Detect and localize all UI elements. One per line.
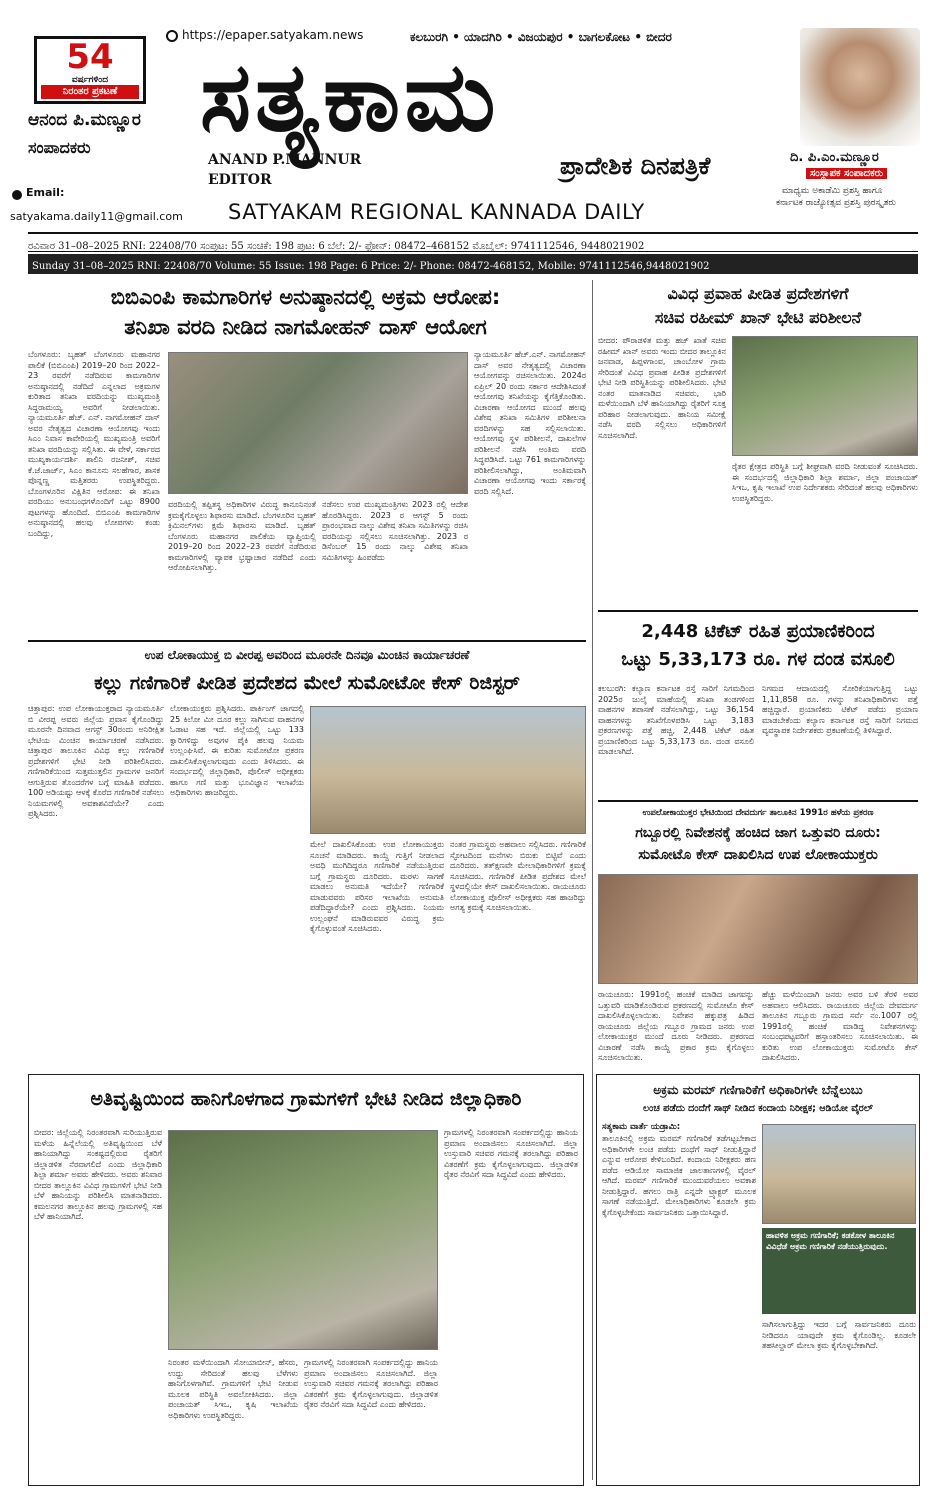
s6-body-col4: ಗ್ರಾಮಗಳಲ್ಲಿ ನಿರಂತರವಾಗಿ ಸಂಪರ್ಕದಲ್ಲಿದ್ದು ಹಾನಿಯ ಪ್ರಮಾಣ ಅಂದಾಜಿಸಲು ಸೂಚಿಸಲಾಗಿದೆ. ಜಿಲ್ಲಾ ಉಸ್ತುವಾರಿ ಸಚಿವರ ಗಮನಕ್ಕೆ ತರಲಾಗಿದ್ದು ಪರಿಹಾರ ವಿತರಣೆಗೆ ಕ್ರಮ ಕೈಗೊಳ್ಳಲಾಗುವುದು. ಜಿಲ್ಲಾಡಳಿತ ರೈತರ ನೆರವಿಗೆ ಸದಾ ಸಿದ್ಧವಿದೆ ಎಂದು ಹೇಳಿದರು. xyxy=(444,1128,578,1179)
founder-award-2: ಕರ್ನಾಟಕ ರಾಜ್ಯೋತ್ಸವ ಪ್ರಶಸ್ತಿ ಪುರಸ್ಕೃತರು xyxy=(776,198,896,208)
s7-subkicker: ಲಂಚ ಪಡೆದು ದಂದೆಗೆ ಸಾಥ್ ನೀಡಿದ ಕಂದಾಯ ನಿರೀಕ್ಷಕ; ಆಡಿಯೋ ವೈರಲ್ xyxy=(643,1103,873,1114)
s1-body-col2: ವರದಿಯಲ್ಲಿ ತಪ್ಪಿತಸ್ಥ ಅಧಿಕಾರಿಗಳ ವಿರುದ್ಧ ಕಾನೂನಿನಂತೆ ಕ್ರಮಕೈಗೊಳ್ಳಲು ಶಿಫಾರಸು ಮಾಡಿದೆ. ಬೆಂಗಳೂರಿನ ಬೃಹತ್ ಕ್ರಿಮಿನಲ್‌ಗಳು ಕ್ಷಮೆ ಶಿಫಾರಸು ಮಾಡಿದೆ. ಬೃಹತ್ ಬೆಂಗಳೂರು ಮಹಾನಗರ ಪಾಲಿಕೆಯ ವ್ಯಾಪ್ತಿಯಲ್ಲಿ 2019–20 ರಿಂದ 2022–23 ರವರೆಗೆ ನಡೆದಿರುವ ಕಾಮಗಾರಿಗಳಲ್ಲಿ ವ್ಯಾಪಕ ಭ್ರಷ್ಟಾಚಾರ ನಡೆದಿದೆ ಎಂದು ಆರೋಪಿಸಲಾಗಿತ್ತು. xyxy=(168,500,316,572)
divider-s2-s3 xyxy=(598,610,918,612)
s1-headline-2: ತನಿಖಾ ವರದಿ ನೀಡಿದ ನಾಗಮೋಹನ್ ದಾಸ್ ಆಯೋಗ xyxy=(124,315,487,339)
epaper-url[interactable]: https://epaper.satyakam.news xyxy=(182,28,364,42)
s6-body-col1: ಬೀದರ: ಜಿಲ್ಲೆಯಲ್ಲಿ ನಿರಂತರವಾಗಿ ಸುರಿಯುತ್ತಿರುವ ಮಳೆಯ ಹಿನ್ನೆಲೆಯಲ್ಲಿ ಅತಿವೃಷ್ಟಿಯಿಂದ ಬೆಳೆ ಹಾನಿಯಾಗಿದ್ದು ಸಂಕಷ್ಟದಲ್ಲಿರುವ ರೈತರಿಗೆ ಜಿಲ್ಲಾಡಳಿತ ನೆರವಾಗಲಿದೆ ಎಂದು ಜಿಲ್ಲಾಧಿಕಾರಿ ಶಿಲ್ಪಾ ಶರ್ಮಾ ಅವರು ಹೇಳಿದರು. ಅವರು ಶನಿವಾರ ಬೀದರ ತಾಲ್ಲೂಕಿನ ವಿವಿಧ ಗ್ರಾಮಗಳಿಗೆ ಭೇಟಿ ನೀಡಿ ಬೆಳೆ ಹಾನಿಯನ್ನು ಪರಿಶೀಲಿಸಿ ಮಾತನಾಡಿದರು. ಕಮಲನಗರ ತಾಲ್ಲೂಕಿನ ಹಲವು ಗ್ರಾಮಗಳಲ್ಲಿ ಸಹ ಬೆಳೆ ಹಾನಿಯಾಗಿದೆ. xyxy=(34,1128,162,1221)
masthead-title: ಸತ್ಯಕಾಮ xyxy=(200,40,500,153)
s2-body-col2: ರೈತರ ಕ್ಷೇತ್ರದ ಪರಿಸ್ಥಿತಿ ಬಗ್ಗೆ ಶೀಘ್ರವಾಗಿ ವರದಿ ನೀಡುವಂತೆ ಸೂಚಿಸಿದರು. ಈ ಸಂದರ್ಭದಲ್ಲಿ ಜಿಲ್ಲಾಧಿಕಾರಿ ಶಿಲ್ಪಾ ಶರ್ಮಾ, ಜಿಲ್ಲಾ ಪಂಚಾಯತ್ ಸಿಇಒ, ಕೃಷಿ ಇಲಾಖೆ ಉಪ ನಿರ್ದೇಶಕರು ಸೇರಿದಂತೆ ಹಲವು ಅಧಿಕಾರಿಗಳು ಉಪಸ್ಥಿತರಿದ್ದರು. xyxy=(732,462,918,503)
edition-list: ಕಲಬುರಗಿ • ಯಾದಗಿರಿ • ವಿಜಯಪುರ • ಬಾಗಲಕೋಟ • ಬೀದರ xyxy=(410,30,672,44)
editor-name-en: ANAND P.MANNUR xyxy=(208,152,362,168)
s7-photo-caption: ಹಾವಳಿತ ಅಕ್ರಮ ಗಣಿಗಾರಿಕೆ; ಕಡಕೋಳ ತಾಲೂಕಿನ ವಿವಿಧೆಡೆ ಅಕ್ರಮ ಗಣಿಗಾರಿಕೆ ನಡೆಯುತ್ತಿರುವುದು. xyxy=(762,1228,916,1314)
s4-kicker: ಉಪ ಲೋಕಾಯುಕ್ತ ಬಿ ವೀರಪ್ಪ ಅವರಿಂದ ಮೂರನೇ ದಿನವೂ ಮಿಂಚಿನ ಕಾರ್ಯಾಚರಣೆ xyxy=(144,648,470,662)
s6-headline: ಅತಿವೃಷ್ಟಿಯಿಂದ ಹಾನಿಗೊಳಗಾದ ಗ್ರಾಮಗಳಿಗೆ ಭೇಟಿ ನೀಡಿದ ಜಿಲ್ಲಾಧಿಕಾರಿ xyxy=(90,1088,522,1110)
s4-body-col3: ಮೇಲೆ ದಾಖಲಿಸಿಕೊಂಡು ಉಪ ಲೋಕಾಯುಕ್ತರು ಸೂಚನೆ ಮಾಡಿದರು. ಕಾಯ್ದೆ ಗುತ್ತಿಗೆ ನೀಡಲಾದ ಅವಧಿ ಮುಗಿದಿದ್ದರೂ ಗಣಿಗಾರಿಕೆ ನಡೆಯುತ್ತಿರುವ ಬಗ್ಗೆ ಗ್ರಾಮಸ್ಥರು ದೂರಿದರು. ಮರಳು ಸಾಗಣೆ ಮಾಡಲು ಅನುಮತಿ ಇದೆಯೇ? ಗಣಿಗಾರಿಕೆ ಮಾಡುವವರು ಪರಿಸರ ಇಲಾಖೆಯ ಅನುಮತಿ ಪಡೆದಿದ್ದಾರೆಯೇ? ಎಂದು ಪ್ರಶ್ನಿಸಿದರು. ನಿಯಮ ಉಲ್ಲಂಘನೆ ಮಾಡಿರುವವರ ವಿರುದ್ಧ ಕ್ರಮ ಕೈಗೊಳ್ಳುವಂತೆ ಸೂಚಿಸಿದರು. xyxy=(310,840,444,933)
s4-headline: ಕಲ್ಲು ಗಣಿಗಾರಿಕೆ ಪೀಡಿತ ಪ್ರದೇಶದ ಮೇಲೆ ಸುಮೋಟೋ ಕೇಸ್ ರಿಜಿಸ್ಟರ್ xyxy=(94,672,520,694)
s7-photo xyxy=(762,1124,916,1224)
s4-body-col2: ಲೋಕಾಯುಕ್ತರು ಪ್ರಶ್ನಿಸಿದರು. ಪಾರ್ಕಿಂಗ್ ಜಾಗದಲ್ಲಿ 25 ಕಿಲೋ ಮೀ ದೂರ ಕಲ್ಲು ಸಾಗಿಸುವ ವಾಹನಗಳ ಓಡಾಟ ಸಹ ಇದೆ. ಜಿಲ್ಲೆಯಲ್ಲಿ ಒಟ್ಟು 133 ಕ್ವಾರಿಗಳಿದ್ದು ಅವುಗಳ ಪೈಕಿ ಹಲವು ನಿಯಮ ಉಲ್ಲಂಘಿಸಿವೆ. ಈ ಕುರಿತು ಸುಮೋಟೋ ಪ್ರಕರಣ ದಾಖಲಿಸಿಕೊಳ್ಳಲಾಗುವುದು ಎಂದು ತಿಳಿಸಿದರು. ಈ ಸಂದರ್ಭದಲ್ಲಿ ಜಿಲ್ಲಾಧಿಕಾರಿ, ಪೊಲೀಸ್ ಅಧೀಕ್ಷಕರು ಹಾಗೂ ಗಣಿ ಮತ್ತು ಭೂವಿಜ್ಞಾನ ಇಲಾಖೆಯ ಅಧಿಕಾರಿಗಳು ಹಾಜರಿದ್ದರು. xyxy=(170,704,304,797)
s6-body-col2: ನಿರಂತರ ಮಳೆಯಿಂದಾಗಿ ಸೋಯಾಬೀನ್, ಹೆಸರು, ಉದ್ದು ಸೇರಿದಂತೆ ಹಲವು ಬೆಳೆಗಳು ಹಾನಿಗೊಳಗಾಗಿವೆ. ಗ್ರಾಮಗಳಿಗೆ ಭೇಟಿ ನೀಡುವ ಮೂಲಕ ಪರಿಸ್ಥಿತಿ ಅವಲೋಕಿಸಿದರು. ಜಿಲ್ಲಾ ಪಂಚಾಯತ್ ಸಿಇಒ, ಕೃಷಿ ಇಲಾಖೆಯ ಅಧಿಕಾರಿಗಳು ಉಪಸ್ಥಿತರಿದ್ದರು. xyxy=(168,1358,298,1420)
s2-body-col1: ಬೀದರ: ಪೌರಾಡಳಿತ ಮತ್ತು ಹಜ್ ಖಾತೆ ಸಚಿವ ರಹೀಮ್ ಖಾನ್ ಅವರು ಇಂದು ಬೀದರ ತಾಲ್ಲೂಕಿನ ಜನವಾಡ, ಹಿಪ್ಪಳಗಾಂವ, ಚಾಂಬೋಳ ಗ್ರಾಮ ಸೇರಿದಂತೆ ವಿವಿಧ ಪ್ರವಾಹ ಪೀಡಿತ ಪ್ರದೇಶಗಳಿಗೆ ಭೇಟಿ ನೀಡಿ ಪರಿಸ್ಥಿತಿಯನ್ನು ಪರಿಶೀಲಿಸಿದರು. ಭೇಟಿ ನಂತರ ಮಾತನಾಡಿದ ಸಚಿವರು, ಭಾರಿ ಮಳೆಯಿಂದಾಗಿ ಬೆಳೆ ಹಾನಿಯಾಗಿದ್ದು ರೈತರಿಗೆ ಸೂಕ್ತ ಪರಿಹಾರ ನೀಡಲಾಗುವುದು. ಹಾನಿಯ ಸಮೀಕ್ಷೆ ನಡೆಸಿ ವರದಿ ಸಲ್ಲಿಸಲು ಅಧಿಕಾರಿಗಳಿಗೆ ಸೂಚಿಸಲಾಗಿದೆ. xyxy=(598,336,726,440)
english-title: SATYAKAM REGIONAL KANNADA DAILY xyxy=(228,200,645,224)
founder-role: ಸಂಸ್ಥಾಪಕ ಸಂಪಾದಕರು xyxy=(806,168,887,179)
s5-body-col1: ರಾಯಚೂರು: 1991ರಲ್ಲಿ ಹಂಚಿಕೆ ಮಾಡಿದ ಜಾಗವನ್ನು ಒತ್ತುವರಿ ಮಾಡಿಕೊಂಡಿರುವ ಪ್ರಕರಣದಲ್ಲಿ ಸುಮೋಟೊ ಕೇಸ್ ದಾಖಲಿಸಿಕೊಳ್ಳಲಾಯಿತು. ನಿವೇಶನ ಹಕ್ಕುಪತ್ರ ಹಿಡಿದ ರಾಯಚೂರು ಜಿಲ್ಲೆಯ ಗಬ್ಬೂರ ಗ್ರಾಮದ ಜನರು ಉಪ ಲೋಕಾಯುಕ್ತರ ಮುಂದೆ ದೂರು ನೀಡಿದರು. ಪ್ರಕರಣದ ವಿಚಾರಣೆ ನಡೆಸಿ ಕಾಯ್ದೆ ಪ್ರಕಾರ ಕ್ರಮ ಕೈಗೊಳ್ಳಲು ಸೂಚಿಸಲಾಯಿತು. xyxy=(598,990,754,1062)
s3-headline-1: 2,448 ಟಿಕೆಟ್ ರಹಿತ ಪ್ರಯಾಣಿಕರಿಂದ xyxy=(641,621,875,642)
editor-role-en: EDITOR xyxy=(208,172,272,188)
s5-kicker: ಉಪಲೋಕಾಯುಕ್ತರ ಭೇಟಿಯಿಂದ ದೇವದುರ್ಗ ತಾಲೂಕಿನ 1991ರ ಹಳೆಯ ಪ್ರಕರಣ xyxy=(642,808,874,818)
s3-body-col1: ಕಲಬುರಗಿ: ಕಲ್ಯಾಣ ಕರ್ನಾಟಕ ರಸ್ತೆ ಸಾರಿಗೆ ನಿಗಮದಿಂದ 2025ರ ಜುಲೈ ಮಾಹೆಯಲ್ಲಿ ತನಿಖಾ ತಂಡಗಳಿಂದ ವಾಹನಗಳ ತಪಾಸಣೆ ನಡೆಸಲಾಗಿದ್ದು, ಒಟ್ಟು 36,154 ವಾಹನಗಳನ್ನು ತನಿಖೆಗೊಳಪಡಿಸಿ ಒಟ್ಟು 3,183 ಪ್ರಕರಣಗಳನ್ನು ಪತ್ತೆ ಹಚ್ಚಿ, 2,448 ಟಿಕೆಟ್ ರಹಿತ ಪ್ರಯಾಣಿಕರಿಂದ ಒಟ್ಟು 5,33,173 ರೂ. ದಂಡ ವಸೂಲಿ ಮಾಡಲಾಗಿದೆ. xyxy=(598,684,754,756)
s7-byline: ಸತ್ಯಕಾಮ ವಾರ್ತೆ ಯಡ್ರಾಮಿ: xyxy=(602,1122,681,1132)
divider-s1-s4 xyxy=(28,640,586,642)
dateline-kn xyxy=(28,232,918,252)
editor-role-kn: ಸಂಪಾದಕರು xyxy=(28,138,91,157)
s2-headline-2: ಸಚಿವ ರಹೀಮ್ ಖಾನ್ ಭೇಟಿ ಪರಿಶೀಲನೆ xyxy=(654,308,862,327)
s6-photo xyxy=(168,1130,438,1350)
editor-name-kn: ಆನಂದ ಪಿ.ಮಣ್ಣೂರ xyxy=(28,110,141,130)
globe-icon xyxy=(166,30,178,42)
years-number: 54 xyxy=(66,37,114,77)
founder-name: ದಿ. ಪಿ.ಎಂ.ಮಣ್ಣೂರ xyxy=(790,150,879,165)
s7-kicker: ಅಕ್ರಮ ಮರಮ್ ಗಣಿಗಾರಿಕೆಗೆ ಅಧಿಕಾರಿಗಳೇ ಬೆನ್ನೆಲುಬು xyxy=(653,1083,863,1097)
s7-body-col1: ತಾಲೂಕಿನಲ್ಲಿ ಅಕ್ರಮ ಮರಮ್ ಗಣಿಗಾರಿಕೆ ತಡೆಗಟ್ಟಬೇಕಾದ ಅಧಿಕಾರಿಗಳೇ ಲಂಚ ಪಡೆದು ದಂಧೆಗೆ ಸಾಥ್ ನೀಡುತ್ತಿದ್ದಾರೆ ಎನ್ನುವ ಆರೋಪ ಕೇಳಿಬಂದಿದೆ. ಕಂದಾಯ ನಿರೀಕ್ಷಕರು ಹಣ ಪಡೆದ ಆಡಿಯೋ ಸಾಮಾಜಿಕ ಜಾಲತಾಣಗಳಲ್ಲಿ ವೈರಲ್ ಆಗಿದೆ. ಮರಮ್ ಗಣಿಗಾರಿಕೆ ಮುಂದುವರೆಯಲು ಅವಕಾಶ ನೀಡುತ್ತಿದ್ದಾರೆ. ಹಗಲು ರಾತ್ರಿ ಎನ್ನದೇ ಟ್ರ್ಯಾಕ್ಟರ್ ಮೂಲಕ ಸಾಗಣೆ ನಡೆಯುತ್ತಿದೆ. ಮೇಲಾಧಿಕಾರಿಗಳು ಕೂಡಲೇ ಕ್ರಮ ಕೈಗೊಳ್ಳಬೇಕೆಂದು ಸಾರ್ವಜನಿಕರು ಒತ್ತಾಯಿಸಿದ್ದಾರೆ. xyxy=(602,1134,756,1217)
s5-body-col2: ಹೆಚ್ಚು ಮಳೆಯಿಂದಾಗಿ ಜನರು ಅವರ ಬಳಿ ತೆರಳಿ ಅವರ ಅಹವಾಲು ಆಲಿಸಿದರು. ರಾಯಚೂರು ಜಿಲ್ಲೆಯ ದೇವದುರ್ಗ ತಾಲೂಕಿನ ಗಬ್ಬೂರು ಗ್ರಾಮದ ಸರ್ವೆ ನಂ.1007 ರಲ್ಲಿ 1991ರಲ್ಲಿ ಹಂಚಿಕೆ ಮಾಡಿದ್ದ ನಿವೇಶನಗಳನ್ನು ಸಂಬಂಧಪಟ್ಟವರಿಗೆ ಹಸ್ತಾಂತರಿಸಲು ಸೂಚಿಸಲಾಯಿತು. ಈ ಕುರಿತು ಉಪ ಲೋಕಾಯುಕ್ತರು ಸುಮೋಟೊ ಕೇಸ್ ದಾಖಲಿಸಿದರು. xyxy=(762,990,918,1062)
s6-body-col3: ಗ್ರಾಮಗಳಲ್ಲಿ ನಿರಂತರವಾಗಿ ಸಂಪರ್ಕದಲ್ಲಿದ್ದು ಹಾನಿಯ ಪ್ರಮಾಣ ಅಂದಾಜಿಸಲು ಸೂಚಿಸಲಾಗಿದೆ. ಜಿಲ್ಲಾ ಉಸ್ತುವಾರಿ ಸಚಿವರ ಗಮನಕ್ಕೆ ತರಲಾಗಿದ್ದು ಪರಿಹಾರ ವಿತರಣೆಗೆ ಕ್ರಮ ಕೈಗೊಳ್ಳಲಾಗುವುದು. ಜಿಲ್ಲಾಡಳಿತ ರೈತರ ನೆರವಿಗೆ ಸದಾ ಸಿದ್ಧವಿದೆ ಎಂದು ಹೇಳಿದರು. xyxy=(304,1358,438,1409)
s1-body-col1: ಬೆಂಗಳೂರು: ಬೃಹತ್ ಬೆಂಗಳೂರು ಮಹಾನಗರ ಪಾಲಿಕೆ (ಬಿಬಿಎಂಪಿ) 2019–20 ರಿಂದ 2022–23 ರವರೆಗೆ ನಡೆದಿರುವ ಕಾಮಗಾರಿಗಳ ಅನುಷ್ಠಾನದಲ್ಲಿ ನಡೆದಿದೆ ಎನ್ನಲಾದ ಅಕ್ರಮಗಳ ಕುರಿತಾದ ತನಿಖಾ ವರದಿಯನ್ನು ಮುಖ್ಯಮಂತ್ರಿ ಸಿದ್ದರಾಮಯ್ಯ ಅವರಿಗೆ ನೀಡಲಾಯಿತು. ನ್ಯಾಯಮೂರ್ತಿ ಹೆಚ್. ಎನ್. ನಾಗಮೋಹನ್ ದಾಸ್ ಅವರ ನೇತೃತ್ವದ ವಿಚಾರಣಾ ಆಯೋಗವು ಇಂದು ಸಿಎಂ ನಿವಾಸ ಕಾವೇರಿಯಲ್ಲಿ ಮುಖ್ಯಮಂತ್ರಿ ಅವರಿಗೆ ತನಿಖಾ ವರದಿಯನ್ನು ಸಲ್ಲಿಸಿತು. ಈ ವೇಳೆ, ಸರ್ಕಾರದ ಮುಖ್ಯಕಾರ್ಯದರ್ಶಿ ಶಾಲಿನಿ ರಜನೀಶ್, ಸಚಿವ ಕೆ.ಜೆ.ಜಾರ್ಜ್, ಸಿಎಂ ಕಾನೂನು ಸಲಹೆಗಾರ, ಶಾಸಕ ಪೊನ್ನಣ್ಣ ಮತ್ತಿತರರು ಉಪಸ್ಥಿತರಿದ್ದರು. ಬೊಂಗಳೂರಿನ ವಿಕ್ಷಿತಿನ ಆರೋಪ: ಈ ತನಿಖಾ ವರದಿಯು ಅನುಬಂಧಗಳೊಂದಿಗೆ ಒಟ್ಟು 8900 ಪುಟಗಳನ್ನು ಹೊಂದಿದೆ. ಬಿಬಿಎಂಪಿ ಕಾಮಗಾರಿಗಳ ಅನುಷ್ಠಾನದಲ್ಲಿ ಹಲವು ಲೋಪಗಳು ಕಂಡು ಬಂದಿದ್ದು, xyxy=(28,350,160,538)
years-tag: ನಿರಂತರ ಪ್ರಕಟಣೆ xyxy=(41,85,139,99)
dateline-en-text: Sunday 31–08–2025 RNI: 22408/70 Volume: 55 Issue: 198 Page: 6 Price: 2/- Phone: 08472-468152, Mobile: 9741112546,9448021902 xyxy=(32,261,710,272)
s4-photo xyxy=(310,706,586,834)
dateline-kn-text: ರವಿವಾರ 31–08–2025 RNI: 22408/70 ಸಂಪುಟ: 55 ಸಂಚಿಕೆ: 198 ಪುಟ: 6 ಬೆಲೆ: 2/- ಫೋನ್: 08472–468152 ಮೊಬೈಲ್: 9741112546, 9448021902 xyxy=(28,241,645,252)
s5-photo xyxy=(598,874,918,984)
s2-headline-1: ವಿವಿಧ ಪ್ರವಾಹ ಪೀಡಿತ ಪ್ರದೇಶಗಳಿಗೆ xyxy=(667,284,849,303)
s1-body-col4: ನ್ಯಾಯಮೂರ್ತಿ ಹೆಚ್.ಎನ್. ನಾಗಮೋಹನ್ ದಾಸ್ ಅವರ ನೇತೃತ್ವದಲ್ಲಿ ವಿಚಾರಣಾ ಆಯೋಗವನ್ನು ರಚಿಸಲಾಯಿತು. 2024ರ ಏಪ್ರಿಲ್ 20 ರಂದು ಸರ್ಕಾರ ಆದೇಶಿಸಿದಂತೆ ಆಯೋಗವು ತನಿಖೆಯನ್ನು ಕೈಗೆತ್ತಿಕೊಂಡಿತು. ವಿಚಾರಣಾ ಆಯೋಗದ ಮುಂದೆ ಹಲವು ವಿಶೇಷ ತನಿಖಾ ಸಮಿತಿಗಳ ಪರಿಶೀಲನಾ ವರದಿಗಳನ್ನು ಸಹ ಸಲ್ಲಿಸಲಾಯಿತು. ಆಯೋಗವು ಸ್ಥಳ ಪರಿಶೀಲನೆ, ದಾಖಲೆಗಳ ಪರಿಶೀಲನೆ ನಡೆಸಿ ಅಂತಿಮ ವರದಿ ಸಿದ್ಧಪಡಿಸಿದೆ. ಒಟ್ಟು 761 ಕಾಮಗಾರಿಗಳನ್ನು ಪರಿಶೀಲಿಸಲಾಗಿದ್ದು, ಅಂತಿಮವಾಗಿ ವಿಚಾರಣಾ ಆಯೋಗವು ಇಂದು ಸರ್ಕಾರಕ್ಕೆ ವರದಿ ಸಲ್ಲಿಸಿದೆ. xyxy=(474,350,586,496)
s4-body-col4: ನಂತರ ಗ್ರಾಮಸ್ಥರು ಅಹವಾಲು ಸಲ್ಲಿಸಿದರು. ಗಣಿಗಾರಿಕೆ ಸ್ಫೋಟದಿಂದ ಮನೆಗಳು ಬಿರುಕು ಬಿಟ್ಟಿವೆ ಎಂದು ದೂರಿದರು. ತತ್‌ಕ್ಷಣವೇ ಮೇಲಾಧಿಕಾರಿಗಳಿಗೆ ಕ್ರಮಕ್ಕೆ ಸೂಚಿಸಿದರು. ಗಣಿಗಾರಿಕೆ ಪೀಡಿತ ಪ್ರದೇಶದ ಮೇಲೆ ಸ್ಥಳದಲ್ಲಿಯೇ ಕೇಸ್ ದಾಖಲಿಸಲಾಯಿತು. ರಾಯಚೂರು ಲೋಕಾಯುಕ್ತ ಪೊಲೀಸ್ ಅಧೀಕ್ಷಕರು ಸಹ ಹಾಜರಿದ್ದು ಅಗತ್ಯ ಕ್ರಮಕ್ಕೆ ಸೂಚಿಸಲಾಯಿತು. xyxy=(450,840,586,912)
s1-body-col3: ನಡೆಸಲು ಉಪ ಮುಖ್ಯಮಂತ್ರಿಗಳು 2023 ರಲ್ಲಿ ಆದೇಶ ಹೊರಡಿಸಿದ್ದರು. 2023 ರ ಆಗಸ್ಟ್ 5 ರಂದು ಪ್ರಾರಂಭವಾದ ನಾಲ್ಕು ವಿಶೇಷ ತನಿಖಾ ಸಮಿತಿಗಳನ್ನು ರಚಿಸಿ ವರದಿಯನ್ನು ಸಲ್ಲಿಸಲು ಸೂಚಿಸಲಾಗಿತ್ತು. 2023 ರ ಡಿಸೆಂಬರ್ 15 ರಂದು ನಾಲ್ಕು ವಿಶೇಷ ತನಿಖಾ ಸಮಿತಿಗಳನ್ನು ಹಿಂಪಡೆದು xyxy=(322,500,468,562)
years-badge xyxy=(34,36,146,104)
masthead-subtitle: ಪ್ರಾದೇಶಿಕ ದಿನಪತ್ರಿಕೆ xyxy=(560,152,711,180)
s7-body-col2: ಸಾಗಿಸಲಾಗುತ್ತಿದ್ದು ಇದರ ಬಗ್ಗೆ ಸಾರ್ವಜನಿಕರು ದೂರು ನೀಡಿದರೂ ಯಾವುದೇ ಕ್ರಮ ಕೈಗೊಂಡಿಲ್ಲ. ಕೂಡಲೇ ತಹಸೀಲ್ದಾರ್ ಮೇಲಾ ಕ್ರಮ ಕೈಗೊಳ್ಳಬೇಕಾಗಿದೆ. xyxy=(762,1320,916,1350)
email-label: Email: xyxy=(26,186,65,199)
founder-portrait xyxy=(800,28,920,146)
s2-photo xyxy=(732,336,918,456)
column-divider-1 xyxy=(592,280,593,1480)
email-address[interactable]: satyakama.daily11@gmail.com xyxy=(10,210,183,223)
s5-headline-2: ಸುಮೋಟೊ ಕೇಸ್ ದಾಖಲಿಸಿದ ಉಪ ಲೋಕಾಯುಕ್ತರು xyxy=(638,847,878,863)
s1-photo xyxy=(168,352,468,494)
s3-headline-2: ಒಟ್ಟು 5,33,173 ರೂ. ಗಳ ದಂಡ ವಸೂಲಿ xyxy=(621,649,895,670)
s3-body-col2: ನಿಗಮದ ಆದಾಯದಲ್ಲಿ ಸೋರಿಕೆಯಾಗುತ್ತಿದ್ದ ಒಟ್ಟು 1,11,858 ರೂ. ಗಳನ್ನು ತನಿಖಾಧಿಕಾರಿಗಳು ಪತ್ತೆ ಹಚ್ಚಿದ್ದಾರೆ. ಪ್ರಯಾಣಿಕರು ಟಿಕೆಟ್ ಪಡೆದು ಪ್ರಯಾಣ ಮಾಡಬೇಕೆಂದು ಕಲ್ಯಾಣ ಕರ್ನಾಟಕ ರಸ್ತೆ ಸಾರಿಗೆ ನಿಗಮದ ವ್ಯವಸ್ಥಾಪಕ ನಿರ್ದೇಶಕರು ಪ್ರಕಟಣೆಯಲ್ಲಿ ತಿಳಿಸಿದ್ದಾರೆ. xyxy=(762,684,918,735)
s5-headline-1: ಗಬ್ಬೂರಲ್ಲಿ ನಿವೇಶನಕ್ಕೆ ಹಂಚಿದ ಜಾಗ ಒತ್ತುವರಿ ದೂರು: xyxy=(635,825,881,841)
founder-award-1: ಮಾಧ್ಯಮ ಅಕಾಡೆಮಿ ಪ್ರಶಸ್ತಿ ಹಾಗೂ xyxy=(782,186,883,196)
s1-headline-1: ಬಿಬಿಎಂಪಿ ಕಾಮಗಾರಿಗಳ ಅನುಷ್ಠಾನದಲ್ಲಿ ಅಕ್ರಮ ಆರೋಪ: xyxy=(110,285,501,309)
years-label: ವರ್ಷಗಳಿಂದ xyxy=(71,75,109,85)
email-icon xyxy=(12,190,22,200)
dateline-en xyxy=(28,254,918,274)
divider-s3-s5 xyxy=(598,800,918,802)
s4-body-col1: ಚಿತ್ತಾಪುರ: ಉಪ ಲೋಕಾಯುಕ್ತರಾದ ನ್ಯಾಯಮೂರ್ತಿ ಬಿ ವೀರಪ್ಪ ಅವರು ಜಿಲ್ಲೆಯ ಪ್ರವಾಸ ಕೈಗೊಂಡಿದ್ದು ಮೂರನೇ ದಿನವಾದ ಆಗಸ್ಟ್ 30ರಂದು ಅನಿರೀಕ್ಷಿತ ಭೇಟಿಯ ಮಿಂಚಿನ ಕಾರ್ಯಾಚರಣೆ ನಡೆಸಿದರು. ಚಿತ್ತಾಪುರ ತಾಲೂಕಿನ ವಿವಿಧ ಕಲ್ಲು ಗಣಿಗಾರಿಕೆ ಪ್ರದೇಶಗಳಿಗೆ ಭೇಟಿ ನೀಡಿ ಪರಿಶೀಲಿಸಿದರು. ಗಣಿಗಾರಿಕೆಯಿಂದ ಸುತ್ತಮುತ್ತಲಿನ ಗ್ರಾಮಗಳ ಜನರಿಗೆ ಆಗುತ್ತಿರುವ ತೊಂದರೆಗಳ ಬಗ್ಗೆ ಮಾಹಿತಿ ಪಡೆದರು. 100 ಅಡಿಯಷ್ಟು ಆಳಕ್ಕೆ ಕೊರೆದ ಗಣಿಗಾರಿಕೆ ನಡೆಸಲು ನಿಯಮಗಳಲ್ಲಿ ಅವಕಾಶವಿದೆಯೇ? ಎಂದು ಪ್ರಶ್ನಿಸಿದರು. xyxy=(28,704,164,818)
